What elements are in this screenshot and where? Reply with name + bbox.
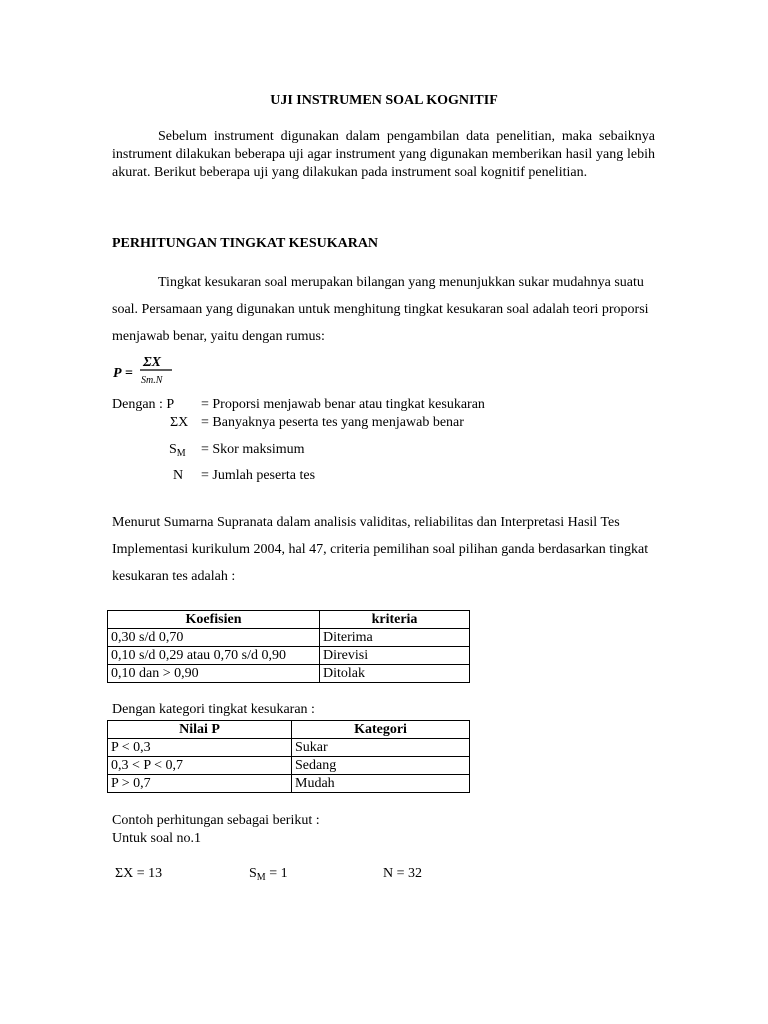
- table-cell: 0,3 < P < 0,7: [108, 757, 292, 775]
- formula-denominator: Sm.N: [141, 375, 163, 386]
- table-row: [108, 665, 470, 683]
- table-header-cell: kriteria: [320, 611, 470, 629]
- table-cell: 0,10 dan > 0,90: [108, 665, 320, 683]
- table-header-cell: Kategori: [292, 721, 470, 739]
- intro-paragraph: Sebelum instrument digunakan dalam pengambilan data penelitian, maka sebaiknya instrument dilakukan beberapa uji agar instrument yang digunakan memberikan hasil yang lebih akurat. Berikut beberapa uji yang dilakukan pada instrument soal kognitif penelitian.: [112, 129, 655, 180]
- definition-desc: = Skor maksimum: [201, 442, 305, 457]
- example-key: N: [383, 866, 394, 881]
- formula-lhs: P: [113, 366, 122, 381]
- difficulty-formula: [112, 352, 182, 388]
- criteria-paragraph: Menurut Sumarna Supranata dalam analisis validitas, reliabilitas dan Interpretasi Hasil Tes Implementasi kurikulum 2004, hal 47, criteria pemilihan soal pilihan ganda berdasarkan tingkat kesukaran tes adalah :: [112, 515, 649, 584]
- definition-key: [112, 467, 201, 485]
- example-key-sub: M: [256, 872, 266, 883]
- table-row: [108, 739, 470, 757]
- definition-key: Dengan : P: [112, 397, 175, 412]
- definition-key-sub: M: [176, 448, 186, 459]
- table-cell: 0,10 s/d 0,29 atau 0,70 s/d 0,90: [108, 647, 320, 665]
- table-row: [108, 757, 470, 775]
- definition-desc: = Jumlah peserta tes: [201, 468, 316, 483]
- formula-numerator: ΣX: [143, 355, 162, 370]
- example-values: [115, 866, 422, 883]
- definition-key: [112, 441, 201, 463]
- definition-row: [112, 441, 305, 463]
- definition-key-text: S: [169, 442, 177, 457]
- category-table-label: Dengan kategori tingkat kesukaran :: [112, 702, 315, 717]
- example-value-n: [383, 866, 422, 881]
- table-header-row: [108, 611, 470, 629]
- example-value-sum-x: [115, 866, 249, 882]
- table-header-cell: Koefisien: [108, 611, 320, 629]
- definition-row: [112, 467, 315, 485]
- section-paragraph: [112, 269, 655, 350]
- formula-eq: =: [125, 366, 133, 381]
- definition-desc: = Proporsi menjawab benar atau tingkat kesukaran: [201, 397, 485, 412]
- example-label: Contoh perhitungan sebagai berikut :: [112, 813, 320, 828]
- table-header-row: [108, 721, 470, 739]
- table-row: [108, 775, 470, 793]
- example-subtitle: Untuk soal no.1: [112, 831, 202, 846]
- table-cell: Mudah: [292, 775, 470, 793]
- table-cell: Sedang: [292, 757, 470, 775]
- table-cell: Diterima: [320, 629, 470, 647]
- example-value-sm: [249, 866, 383, 883]
- example-value: = 32: [393, 866, 423, 881]
- example-key: S: [249, 866, 257, 881]
- section-heading: PERHITUNGAN TINGKAT KESUKARAN: [112, 236, 379, 251]
- example-value: = 13: [136, 866, 163, 881]
- table-row: [108, 629, 470, 647]
- table-cell: P < 0,3: [108, 739, 292, 757]
- table-cell: Direvisi: [320, 647, 470, 665]
- table-cell: Ditolak: [320, 665, 470, 683]
- definition-desc: = Banyaknya peserta tes yang menjawab benar: [201, 415, 464, 430]
- page-title: UJI INSTRUMEN SOAL KOGNITIF: [270, 93, 498, 108]
- table-cell: 0,30 s/d 0,70: [108, 629, 320, 647]
- example-key: ΣX: [115, 866, 134, 881]
- category-table: [107, 720, 470, 793]
- definition-key-text: N: [173, 468, 184, 483]
- table-cell: P > 0,7: [108, 775, 292, 793]
- table-cell: Sukar: [292, 739, 470, 757]
- table-header-cell: Nilai P: [108, 721, 292, 739]
- criteria-table: [107, 610, 470, 683]
- example-value: = 1: [265, 866, 288, 881]
- definition-key: [112, 414, 201, 432]
- definition-row: [112, 414, 464, 432]
- table-row: [108, 647, 470, 665]
- section-paragraph-text: Tingkat kesukaran soal merupakan bilangan yang menunjukkan sukar mudahnya suatu soal. Persamaan yang digunakan untuk menghitung tingkat kesukaran soal adalah teori proporsi menjawab benar, yaitu dengan rumus:: [112, 275, 649, 344]
- definition-row: [112, 396, 485, 414]
- definition-key-text: ΣX: [170, 415, 189, 430]
